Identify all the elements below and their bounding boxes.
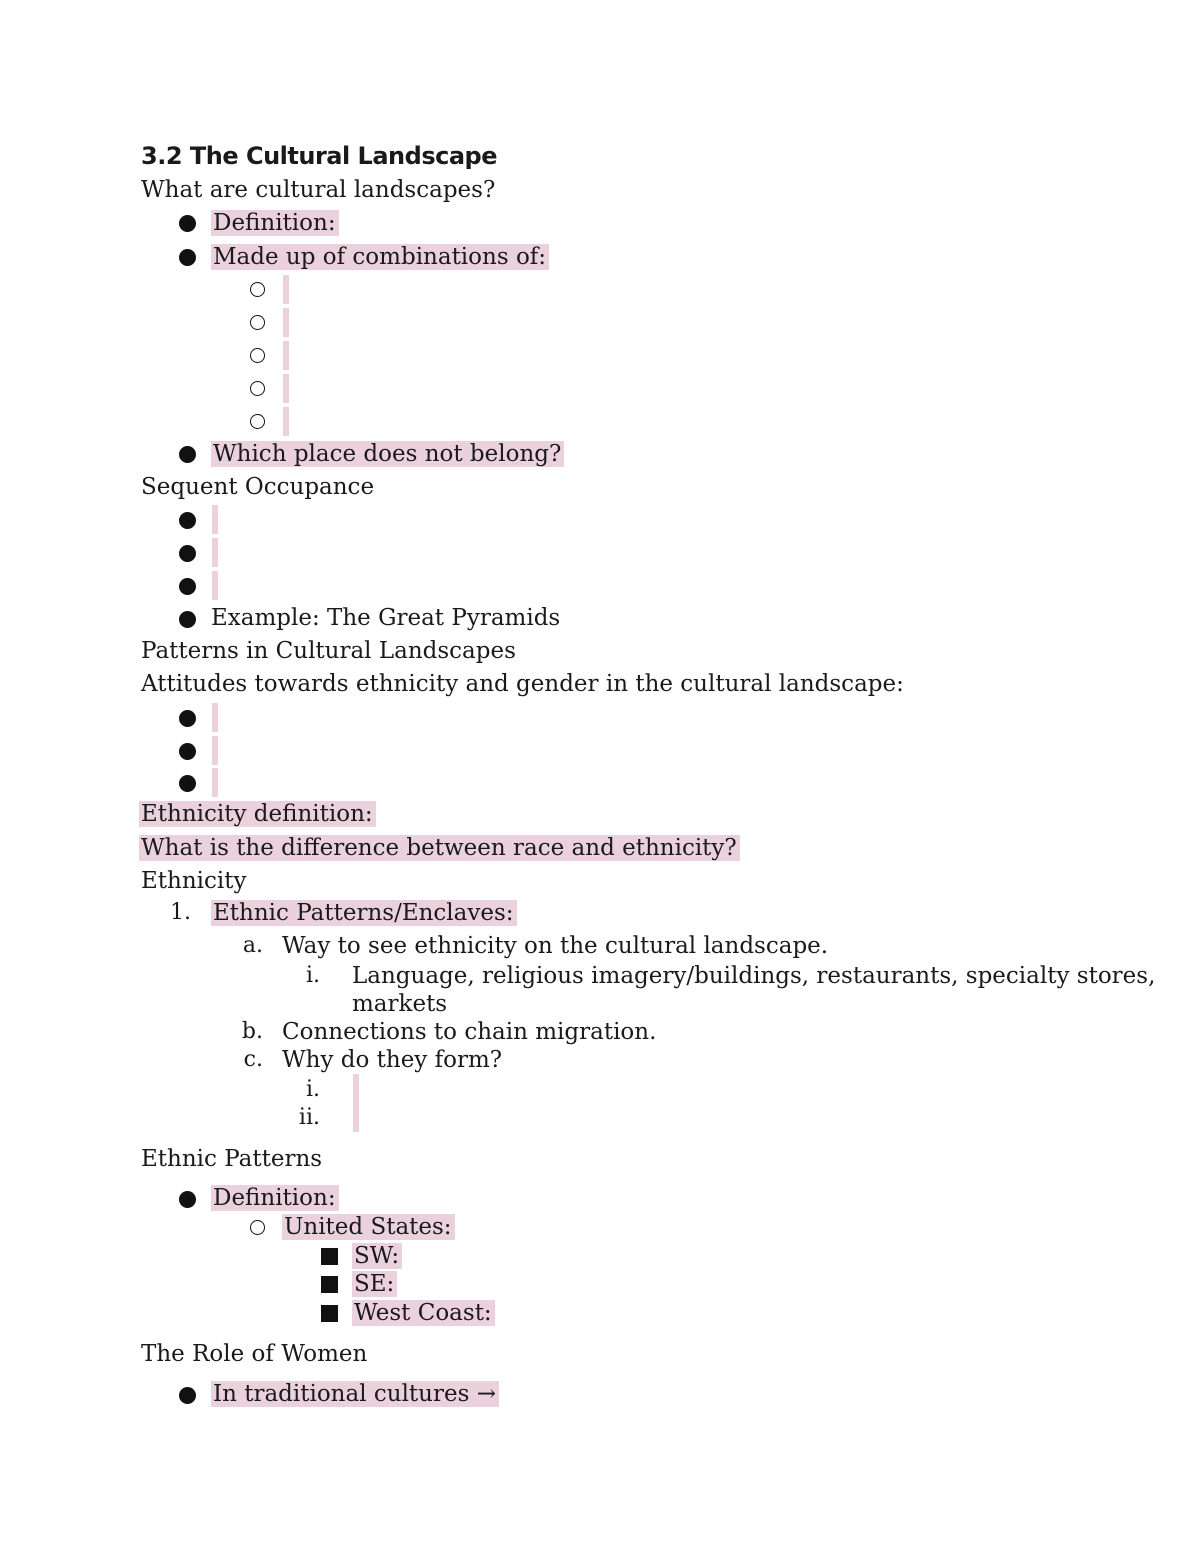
- highlighted-text: What is the difference between race and ethnicity?: [139, 835, 740, 861]
- highlighted-text: Which place does not belong?: [211, 441, 564, 467]
- section-heading: The Role of Women: [141, 1341, 368, 1367]
- bullet-disc: [179, 215, 196, 232]
- blank-fill-in: [283, 341, 289, 370]
- section-heading: Sequent Occupance: [141, 474, 375, 500]
- highlighted-text: SW:: [352, 1243, 402, 1269]
- bullet-circle: [250, 315, 265, 330]
- highlighted-text: Ethnic Patterns/Enclaves:: [211, 900, 517, 926]
- bullet-disc: [179, 1191, 196, 1208]
- list-letter: b.: [241, 1019, 263, 1044]
- bullet-disc: [179, 775, 196, 792]
- section-heading: Patterns in Cultural Landscapes: [141, 638, 516, 664]
- list-letter: a.: [242, 933, 263, 958]
- blank-fill-in: [283, 308, 289, 337]
- highlighted-text: United States:: [282, 1214, 455, 1240]
- list-item: [352, 1269, 397, 1299]
- bullet-disc: [179, 249, 196, 266]
- highlighted-text: Made up of combinations of:: [211, 244, 549, 270]
- highlighted-text: West Coast:: [352, 1300, 495, 1326]
- list-item: Connections to chain migration.: [282, 1019, 657, 1045]
- bullet-square: [321, 1248, 338, 1265]
- blank-fill-in: [212, 538, 218, 567]
- bullet-disc: [179, 545, 196, 562]
- list-item: Why do they form?: [282, 1047, 503, 1073]
- bullet-circle: [250, 282, 265, 297]
- list-item: Example: The Great Pyramids: [211, 605, 561, 631]
- blank-fill-in: [283, 374, 289, 403]
- list-item: [211, 898, 517, 928]
- list-letter: c.: [243, 1047, 263, 1072]
- list-item: [352, 1298, 495, 1328]
- list-item: [211, 1183, 339, 1213]
- bullet-disc: [179, 446, 196, 463]
- list-item: [211, 208, 339, 238]
- list-item: [282, 1212, 455, 1242]
- bullet-disc: [179, 1387, 196, 1404]
- list-item: [211, 242, 549, 272]
- blank-fill-in: [212, 505, 218, 534]
- list-item: [211, 439, 564, 469]
- blank-fill-in: [212, 571, 218, 600]
- bullet-circle: [250, 348, 265, 363]
- blank-fill-in: [212, 736, 218, 765]
- list-number: 1.: [170, 900, 191, 925]
- list-roman: ii.: [298, 1105, 320, 1130]
- blank-fill-in: [212, 768, 218, 797]
- blank-fill-in: [353, 1074, 359, 1132]
- highlighted-text: Ethnicity definition:: [139, 801, 376, 827]
- list-item: [352, 1241, 402, 1271]
- list-roman: i.: [305, 963, 320, 988]
- question-line: [139, 833, 740, 863]
- bullet-circle: [250, 381, 265, 396]
- list-roman: i.: [305, 1077, 320, 1102]
- definition-line: [139, 799, 376, 829]
- bullet-circle: [250, 414, 265, 429]
- question-line: What are cultural landscapes?: [141, 177, 496, 203]
- list-item: Way to see ethnicity on the cultural landscape.: [282, 933, 829, 959]
- bullet-disc: [179, 578, 196, 595]
- highlighted-text: In traditional cultures →: [211, 1381, 499, 1407]
- list-item-continued: markets: [352, 991, 448, 1017]
- bullet-disc: [179, 512, 196, 529]
- bullet-disc: [179, 710, 196, 727]
- highlighted-text: SE:: [352, 1271, 397, 1297]
- list-item: [211, 1379, 499, 1409]
- bullet-circle: [250, 1220, 265, 1235]
- bullet-disc: [179, 611, 196, 628]
- list-item: Language, religious imagery/buildings, restaurants, specialty stores,: [352, 963, 1156, 989]
- section-heading: Ethnicity: [141, 868, 247, 894]
- bullet-square: [321, 1276, 338, 1293]
- highlighted-text: Definition:: [211, 1185, 339, 1211]
- section-heading: Ethnic Patterns: [141, 1146, 323, 1172]
- blank-fill-in: [212, 703, 218, 732]
- blank-fill-in: [283, 407, 289, 436]
- highlighted-text: Definition:: [211, 210, 339, 236]
- page-title: 3.2 The Cultural Landscape: [141, 142, 497, 170]
- bullet-disc: [179, 743, 196, 760]
- section-heading: Attitudes towards ethnicity and gender in the cultural landscape:: [141, 671, 904, 697]
- blank-fill-in: [283, 275, 289, 304]
- bullet-square: [321, 1305, 338, 1322]
